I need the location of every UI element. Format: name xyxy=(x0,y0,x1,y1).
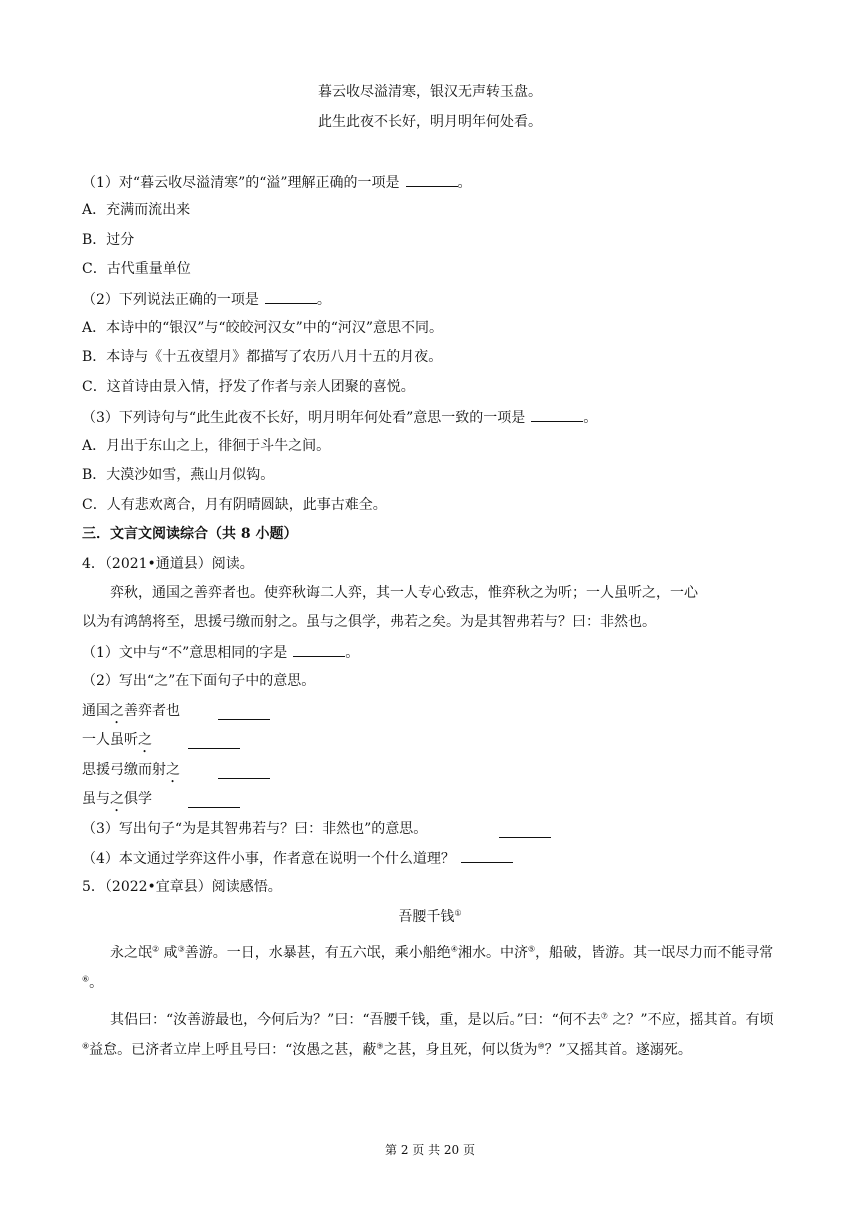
answer-blank[interactable] xyxy=(265,289,317,304)
answer-blank[interactable] xyxy=(293,642,345,657)
q4-passage-line-2: 以为有鸿鹄将至，思援弓缴而射之。虽与之俱学，弗若之矣。为是其智弗若与？曰：非然也。 xyxy=(82,614,656,630)
q4-phrase-2 xyxy=(82,730,152,756)
q4-phrase-3 xyxy=(82,760,180,786)
phrase-text: 虽与 xyxy=(82,791,110,807)
poem-line-1: 暮云收尽溢清寒，银汉无声转玉盘。 xyxy=(318,84,542,100)
emphasis-char: 之 xyxy=(138,732,152,748)
phrase-text: 俱学 xyxy=(124,791,152,807)
q5-heading xyxy=(0,907,860,927)
text: 而不能寻常 xyxy=(703,945,774,961)
answer-blank[interactable] xyxy=(188,793,240,808)
q4-phrase-4 xyxy=(82,789,152,815)
text: 湘水。中济 xyxy=(457,945,528,961)
q4-sub4-stem: （4）本文通过学弈这件小事，作者意在说明一个什么道理？ xyxy=(82,851,455,867)
q4-sub3: （3）写出句子“为是其智弗若与？曰：非然也”的意思。 xyxy=(82,821,428,837)
answer-blank[interactable] xyxy=(461,848,513,863)
footnote-marker: ⑦ xyxy=(600,1011,608,1021)
phrase-text: 思援弓缴而射 xyxy=(82,762,166,778)
q5-title: 5．（2022•宜章县）阅读感悟。 xyxy=(82,879,282,895)
q4-passage-line-1: 弈秋，通国之善弈者也。使弈秋诲二人弈，其一人专心致志，惟弈秋之为听；一人虽听之，一心 xyxy=(110,585,698,601)
answer-blank[interactable] xyxy=(218,764,270,779)
q5-paragraph-1 xyxy=(82,938,780,998)
q3-sub2-option-c: C．这首诗由景入情，抒发了作者与亲人团聚的喜悦。 xyxy=(82,379,415,395)
phrase-text: 一人虽听 xyxy=(82,732,138,748)
emphasis-char: 之 xyxy=(110,791,124,807)
text: 。 xyxy=(89,975,104,991)
q4-sub4 xyxy=(82,848,513,869)
q4-phrase-1 xyxy=(82,701,180,727)
phrase-text: 通国 xyxy=(82,703,110,719)
footnote-marker: ③ xyxy=(177,944,185,954)
answer-blank[interactable] xyxy=(406,172,458,187)
text: ？”又摇其首。 xyxy=(544,1042,636,1058)
text: 遂溺死。 xyxy=(635,1042,692,1058)
emphasis-char: 之 xyxy=(110,703,124,719)
q3-sub2 xyxy=(82,289,331,310)
text: 永之氓 xyxy=(110,945,152,961)
footnote-marker: ⑩ xyxy=(537,1041,545,1051)
text: ，船破，皆游。其一氓尽力 xyxy=(535,945,704,961)
q3-sub2-option-a: A．本诗中的“银汉”与“皎皎河汉女”中的“河汉”意思不同。 xyxy=(82,320,444,336)
punct: 。 xyxy=(345,645,360,661)
answer-blank[interactable] xyxy=(499,823,551,838)
q3-sub2-option-b: B．本诗与《十五夜望月》都描写了农历八月十五的月夜。 xyxy=(82,349,443,365)
page-footer: 第 2 页 共 20 页 xyxy=(385,1143,475,1157)
text: 益怠。已济者立岸上呼且号曰：“汝愚之甚，蔽 xyxy=(89,1042,377,1058)
q3-sub1-stem: （1）对“暮云收尽溢清寒”的“溢”理解正确的一项是 xyxy=(82,175,400,191)
punct: 。 xyxy=(457,175,472,191)
poem-line-2: 此生此夜不长好，明月明年何处看。 xyxy=(318,114,542,130)
q3-sub1 xyxy=(82,172,472,193)
answer-blank[interactable] xyxy=(218,705,270,720)
q3-sub3-option-b: B．大漠沙如雪，燕山月似钩。 xyxy=(82,467,275,483)
text: 之甚，身且死，何以货为 xyxy=(383,1042,538,1058)
text: 其侣曰：“汝善游最也，今何后为？”曰：“吾腰千钱，重，是以后。”曰：“何不去 xyxy=(110,1012,601,1028)
footnote-marker: ① xyxy=(454,908,462,918)
section-heading: 三．文言文阅读综合（共 8 小题） xyxy=(82,526,298,542)
answer-blank[interactable] xyxy=(188,734,240,749)
q4-sub2: （2）写出“之”在下面句子中的意思。 xyxy=(82,673,316,689)
footnote-marker: ⑧ xyxy=(82,1041,90,1051)
footnote-marker: ⑥ xyxy=(82,974,90,984)
phrase-text: 善弈者也 xyxy=(124,703,180,719)
q3-sub1-option-c: C．古代重量单位 xyxy=(82,261,191,277)
q3-sub2-stem: （2）下列说法正确的一项是 xyxy=(82,292,259,308)
q4-sub1 xyxy=(82,642,359,663)
punct: 。 xyxy=(316,292,331,308)
footnote-marker: ② xyxy=(152,944,160,954)
footnote-marker: ⑨ xyxy=(376,1041,384,1051)
footnote-marker: ⑤ xyxy=(527,944,536,954)
text: 咸 xyxy=(159,945,178,961)
q3-sub3-option-a: A．月出于东山之上，徘徊于斗牛之间。 xyxy=(82,438,331,454)
q3-sub3-stem: （3）下列诗句与“此生此夜不长好，明月明年何处看”意思一致的一项是 xyxy=(82,410,526,426)
text: 善游。一日，水暴甚，有五六氓，乘小船绝 xyxy=(184,945,451,961)
q4-sub1-stem: （1）文中与“不”意思相同的字是 xyxy=(82,645,288,661)
text: 摇其首。有顷 xyxy=(689,1012,774,1028)
q3-sub1-option-b: B．过分 xyxy=(82,232,135,248)
q5-paragraph-2 xyxy=(82,1005,780,1065)
emphasis-char: 之 xyxy=(166,762,180,778)
answer-blank[interactable] xyxy=(531,407,583,422)
text: 之？”不应， xyxy=(607,1012,690,1028)
q3-sub1-option-a: A．充满而流出来 xyxy=(82,202,191,218)
q3-sub3 xyxy=(82,407,597,428)
q5-heading-text: 吾腰千钱 xyxy=(398,909,455,925)
footnote-marker: ④ xyxy=(450,944,458,954)
q3-sub3-option-c: C．人有悲欢离合，月有阴晴圆缺，此事古难全。 xyxy=(82,497,387,513)
q4-title: 4．（2021•通道县）阅读。 xyxy=(82,556,254,572)
punct: 。 xyxy=(583,410,598,426)
